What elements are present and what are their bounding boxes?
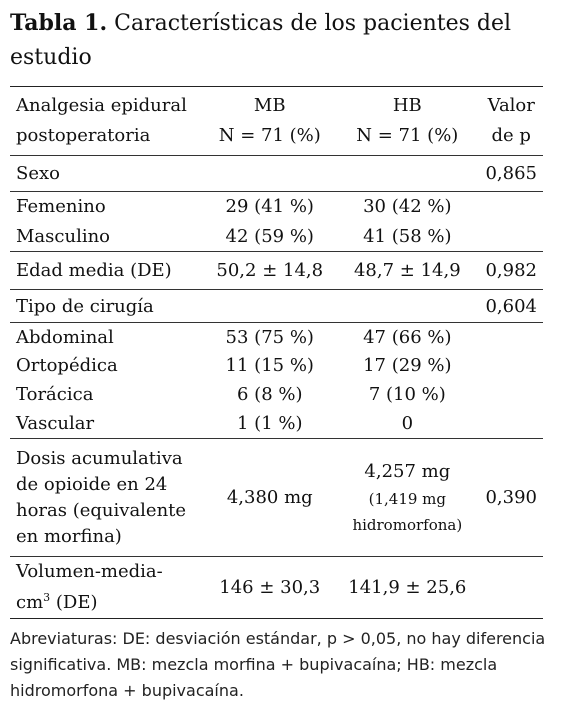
header-hb xyxy=(335,87,479,156)
row-label: Femenino xyxy=(16,196,106,218)
row-label-line: $cm^3$ (DE) xyxy=(16,591,98,613)
row-hb-line: 4,257 mg xyxy=(364,460,451,482)
row-mb: 42 (59 %) xyxy=(225,225,314,247)
row-p: 0,865 xyxy=(485,163,537,184)
row-mb: 29 (41 %) xyxy=(225,196,314,218)
row-label: Abdominal xyxy=(16,326,114,348)
row-label-line: Dosis acumulativa xyxy=(16,447,183,469)
patients-table xyxy=(10,86,543,619)
header-analgesia: Analgesia epidural postoperatoria xyxy=(16,95,187,146)
header-row xyxy=(10,87,543,156)
table-row xyxy=(10,439,543,557)
row-hb: 141,9 ± 25,6 xyxy=(348,577,467,598)
row-p: 0,604 xyxy=(485,295,537,317)
row-hb-line: hidromorfona) xyxy=(352,515,463,534)
table-row xyxy=(10,156,543,192)
row-mb: 1 (1 %) xyxy=(237,412,303,434)
row-hb: 0 xyxy=(401,412,414,434)
row-hb-line: (1,419 mg xyxy=(368,489,447,508)
row-mb: 146 ± 30,3 xyxy=(219,577,321,598)
table-row xyxy=(10,409,543,439)
table-row xyxy=(10,352,543,380)
row-hb: 17 (29 %) xyxy=(363,355,452,376)
row-label-line: de opioide en 24 xyxy=(16,473,168,495)
header-hb-n: N = 71 (%) xyxy=(356,125,459,146)
table-row xyxy=(10,557,543,619)
header-hb-title: HB xyxy=(392,95,422,116)
row-label: Vascular xyxy=(16,412,95,434)
row-label: Ortopédica xyxy=(16,355,118,376)
table-title-text: Características de los pacientes del estudio xyxy=(10,11,512,70)
header-mb-n: N = 71 (%) xyxy=(218,125,321,146)
row-hb xyxy=(335,439,479,557)
table-row xyxy=(10,252,543,290)
header-mb xyxy=(204,87,335,156)
row-label-dosis xyxy=(10,439,204,557)
row-mb: 50,2 ± 14,8 xyxy=(216,260,324,281)
row-hb: 47 (66 %) xyxy=(363,326,452,348)
row-p: 0,982 xyxy=(485,260,537,281)
row-label: Torácica xyxy=(16,383,94,405)
row-mb: 4,380 mg xyxy=(226,487,313,508)
row-mb: 53 (75 %) xyxy=(225,326,314,348)
table-title xyxy=(10,6,555,75)
row-label: Tipo de cirugía xyxy=(16,295,154,317)
table-title-label: Tabla 1. xyxy=(10,10,108,36)
row-hb: 30 (42 %) xyxy=(363,196,452,218)
row-label: Edad media (DE) xyxy=(16,260,172,281)
header-p xyxy=(479,87,543,156)
header-mb-title: MB xyxy=(253,95,286,116)
header-p-line2: de p xyxy=(491,125,531,146)
header-p-line1: Valor xyxy=(487,95,535,116)
table-row xyxy=(10,290,543,323)
row-p: 0,390 xyxy=(485,487,537,508)
row-hb: 7 (10 %) xyxy=(368,383,446,405)
row-label-line: en morfina) xyxy=(16,525,122,547)
row-mb: 6 (8 %) xyxy=(237,383,303,405)
row-label-volumen xyxy=(10,557,204,619)
row-label: Sexo xyxy=(16,163,60,184)
table-row xyxy=(10,222,543,252)
table-footnote: Abreviaturas: DE: desviación estándar, p > 0,05, no hay diferencia significativa. MB: mezcla morfina + bupivacaína; HB: mezcla hidromorfona + bupivacaína. xyxy=(10,629,546,700)
row-mb: 11 (15 %) xyxy=(225,355,314,376)
table-row xyxy=(10,323,543,352)
table-row xyxy=(10,192,543,222)
table-row xyxy=(10,380,543,409)
row-label-line: Volumen-media- xyxy=(16,561,163,582)
row-hb: 41 (58 %) xyxy=(363,225,452,247)
row-label-line: horas (equivalente xyxy=(16,499,187,521)
row-hb: 48,7 ± 14,9 xyxy=(353,260,461,281)
row-label: Masculino xyxy=(16,225,111,247)
